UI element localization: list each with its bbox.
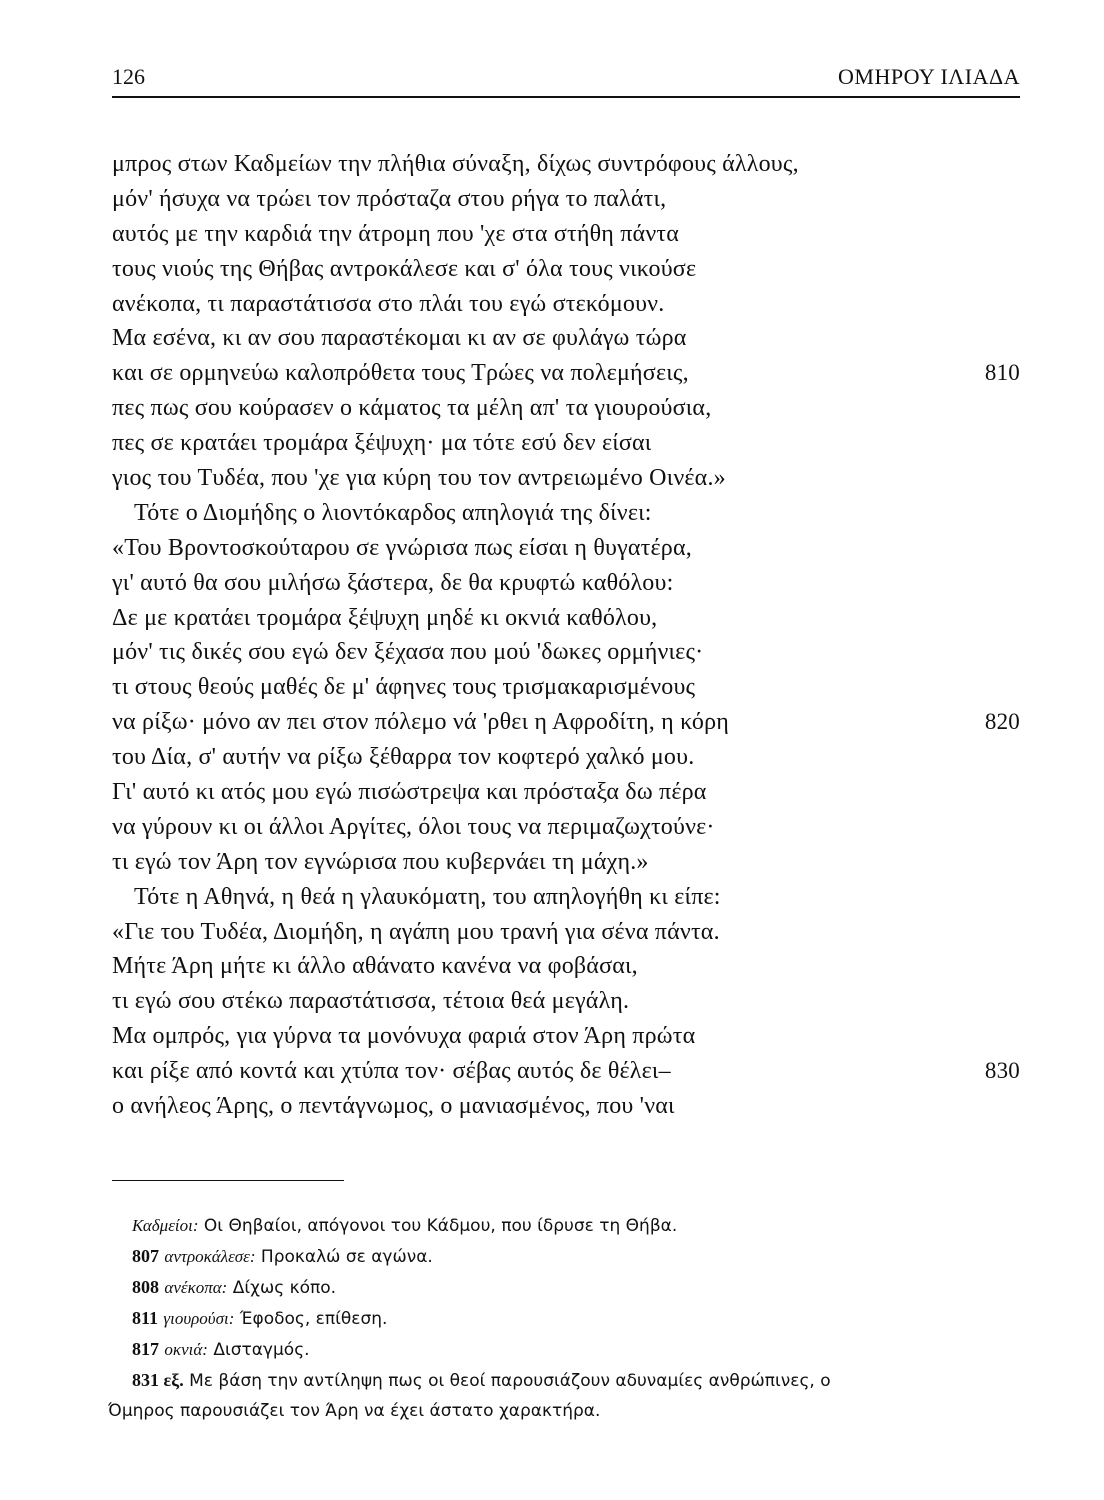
- verse-line: [112, 880, 1020, 915]
- verse-line: [112, 147, 1020, 182]
- page-header: [112, 62, 1020, 92]
- verse-text: Δε με κρατάει τρομάρα ξέψυχη μηδέ κι οκνιά καθόλου,: [112, 604, 658, 631]
- verse-line: [112, 426, 1020, 461]
- verse-text: μόν' ήσυχα να τρώει τον πρόσταζα στου ρήγα το παλάτι,: [112, 185, 667, 212]
- verse-text: αυτός με την καρδιά την άτρομη που 'χε στα στήθη πάντα: [112, 220, 679, 247]
- footnote-term: οκνιά:: [164, 1340, 208, 1359]
- footnote-text: Δισταγμός.: [213, 1340, 310, 1360]
- verse-text: μπρος στων Καδμείων την πλήθια σύναξη, δίχως συντρόφους άλλους,: [112, 151, 799, 177]
- footnote: [132, 1365, 1012, 1396]
- footnote-term: αντροκάλεσε:: [164, 1247, 256, 1266]
- footnote: [132, 1272, 1012, 1303]
- footnote: [132, 1334, 1012, 1365]
- verse-line: [112, 740, 1020, 775]
- verse-line: [112, 601, 1020, 636]
- verse-text: ο ανήλεος Άρης, ο πεντάγνωμος, ο μανιασμένος, που 'ναι: [112, 1093, 675, 1120]
- verse-text: πες σε κρατάει τρομάρα ξέψυχη· μα τότε εσύ δεν είσαι: [112, 430, 652, 457]
- footnote-number: 811: [132, 1308, 159, 1328]
- footnote-text: Οι Θηβαίοι, απόγονοι του Κάδμου, που ίδρυσε τη Θήβα.: [203, 1216, 678, 1236]
- page-number: 126: [112, 64, 145, 89]
- verse-line: [112, 461, 1020, 496]
- verse-line: [112, 845, 1020, 880]
- verse-line: [112, 252, 1020, 287]
- footnote-term: Καδμείοι:: [132, 1216, 199, 1235]
- verse-line: [112, 949, 1020, 984]
- verse-text: Μήτε Άρη μήτε κι άλλο αθάνατο κανένα να φοβάσαι,: [112, 953, 638, 980]
- verse-line-number: 830: [984, 1058, 1020, 1084]
- footnote: [132, 1303, 1012, 1334]
- footnote-continuation: Όμηρος παρουσιάζει τον Άρη να έχει άστατο χαρακτήρα.: [108, 1401, 601, 1421]
- verse-line: [112, 391, 1020, 426]
- verse-text: πες πως σου κούρασεν ο κάματος τα μέλη απ' τα γιουρούσια,: [112, 395, 712, 422]
- verse-line: [112, 670, 1020, 705]
- verse-text: Γι' αυτό κι ατός μου εγώ πισώστρεψα και πρόσταξα δω πέρα: [112, 779, 707, 806]
- footnote-text: Με βάση την αντίληψη πως οι θεοί παρουσιάζουν αδυναμίες ανθρώπινες, ο: [189, 1371, 831, 1391]
- verse-line: [112, 566, 1020, 601]
- footnote-number: 831 εξ.: [132, 1370, 184, 1390]
- verse-text: τους νιούς της Θήβας αντροκάλεσε και σ' όλα τους νικούσε: [112, 255, 697, 282]
- verse-text: γι' αυτό θα σου μιλήσω ξάστερα, δε θα κρυφτώ καθόλου:: [112, 569, 674, 596]
- verse-line-number: 820: [984, 709, 1020, 735]
- verse-line: [112, 705, 1020, 740]
- verse-line: [112, 356, 1020, 391]
- verse-line: [112, 217, 1020, 252]
- verse-text: μόν' τις δικές σου εγώ δεν ξέχασα που μού 'δωκες ορμήνιες·: [112, 639, 704, 666]
- verse-text: Τότε η Αθηνά, η θεά η γλαυκόματη, του απηλογήθη κι είπε:: [134, 883, 721, 910]
- footnote-number: 807: [132, 1246, 159, 1266]
- verse-text: «Του Βροντοσκούταρου σε γνώρισα πως είσαι η θυγατέρα,: [112, 534, 692, 561]
- verse-text: να ρίξω· μόνο αν πει στον πόλεμο νά 'ρθει η Αφροδίτη, η κόρη: [112, 709, 730, 736]
- verse-text: και σε ορμηνεύω καλοπρόθετα τους Τρώες να πολεμήσεις,: [112, 360, 689, 387]
- verse-line: [112, 531, 1020, 566]
- footnote: [132, 1211, 1012, 1241]
- verse-line: [112, 287, 1020, 322]
- verse-line-number: 810: [984, 360, 1020, 386]
- verse-text: Μα εσένα, κι αν σου παραστέκομαι κι αν σε φυλάγω τώρα: [112, 325, 687, 352]
- running-title: ΟΜΗΡΟΥ ΙΛΙΑΔΑ: [838, 64, 1020, 89]
- verse-line: [112, 775, 1020, 810]
- verse-line: [112, 1089, 1020, 1124]
- footnote-text: Δίχως κόπο.: [232, 1278, 337, 1298]
- footnote-number: 817: [132, 1339, 159, 1359]
- verse-block: [112, 147, 1020, 1124]
- footnote-term: ανέκοπα:: [164, 1278, 228, 1297]
- verse-text: Τότε ο Διομήδης ο λιοντόκαρδος απηλογιά της δίνει:: [134, 499, 652, 526]
- footnote-text: Έφοδος, επίθεση.: [239, 1309, 388, 1329]
- footnote-term: γιουρούσι:: [163, 1309, 235, 1328]
- verse-line: [112, 635, 1020, 670]
- verse-text: «Γιε του Τυδέα, Διομήδη, η αγάπη μου τρανή για σένα πάντα.: [112, 918, 720, 945]
- verse-text: Μα ομπρός, για γύρνα τα μονόνυχα φαριά στον Άρη πρώτα: [112, 1023, 696, 1050]
- verse-line: [112, 496, 1020, 531]
- verse-text: γιος του Τυδέα, που 'χε για κύρη του τον αντρειωμένο Οινέα.»: [112, 465, 726, 492]
- verse-text: να γύρουν κι οι άλλοι Αργίτες, όλοι τους να περιμαζωχτούνε·: [112, 813, 715, 840]
- verse-line: [112, 182, 1020, 217]
- verse-line: [112, 1054, 1020, 1089]
- footnote-text: Προκαλώ σε αγώνα.: [260, 1247, 433, 1267]
- verse-text: του Δία, σ' αυτήν να ρίξω ξέθαρρα τον κοφτερό χαλκό μου.: [112, 744, 695, 771]
- verse-line: [112, 984, 1020, 1019]
- verse-text: τι στους θεούς μαθές δε μ' άφηνες τους τρισμακαρισμένους: [112, 674, 696, 701]
- verse-text: και ρίξε από κοντά και χτύπα τον· σέβας αυτός δε θέλει–: [112, 1058, 671, 1085]
- verse-line: [112, 915, 1020, 950]
- footnote-number: 808: [132, 1277, 159, 1297]
- verse-text: τι εγώ τον Άρη τον εγνώρισα που κυβερνάει τη μάχη.»: [112, 848, 649, 875]
- verse-line: [112, 321, 1020, 356]
- footnote: [132, 1241, 1012, 1272]
- footnote-separator: [112, 1180, 344, 1181]
- verse-line: [112, 1019, 1020, 1054]
- verse-text: ανέκοπα, τι παραστάτισσα στο πλάι του εγώ στεκόμουν.: [112, 290, 665, 317]
- verse-line: [112, 810, 1020, 845]
- footnotes: [108, 1211, 1012, 1426]
- verse-text: τι εγώ σου στέκω παραστάτισσα, τέτοια θεά μεγάλη.: [112, 988, 630, 1015]
- header-rule: [112, 96, 1020, 98]
